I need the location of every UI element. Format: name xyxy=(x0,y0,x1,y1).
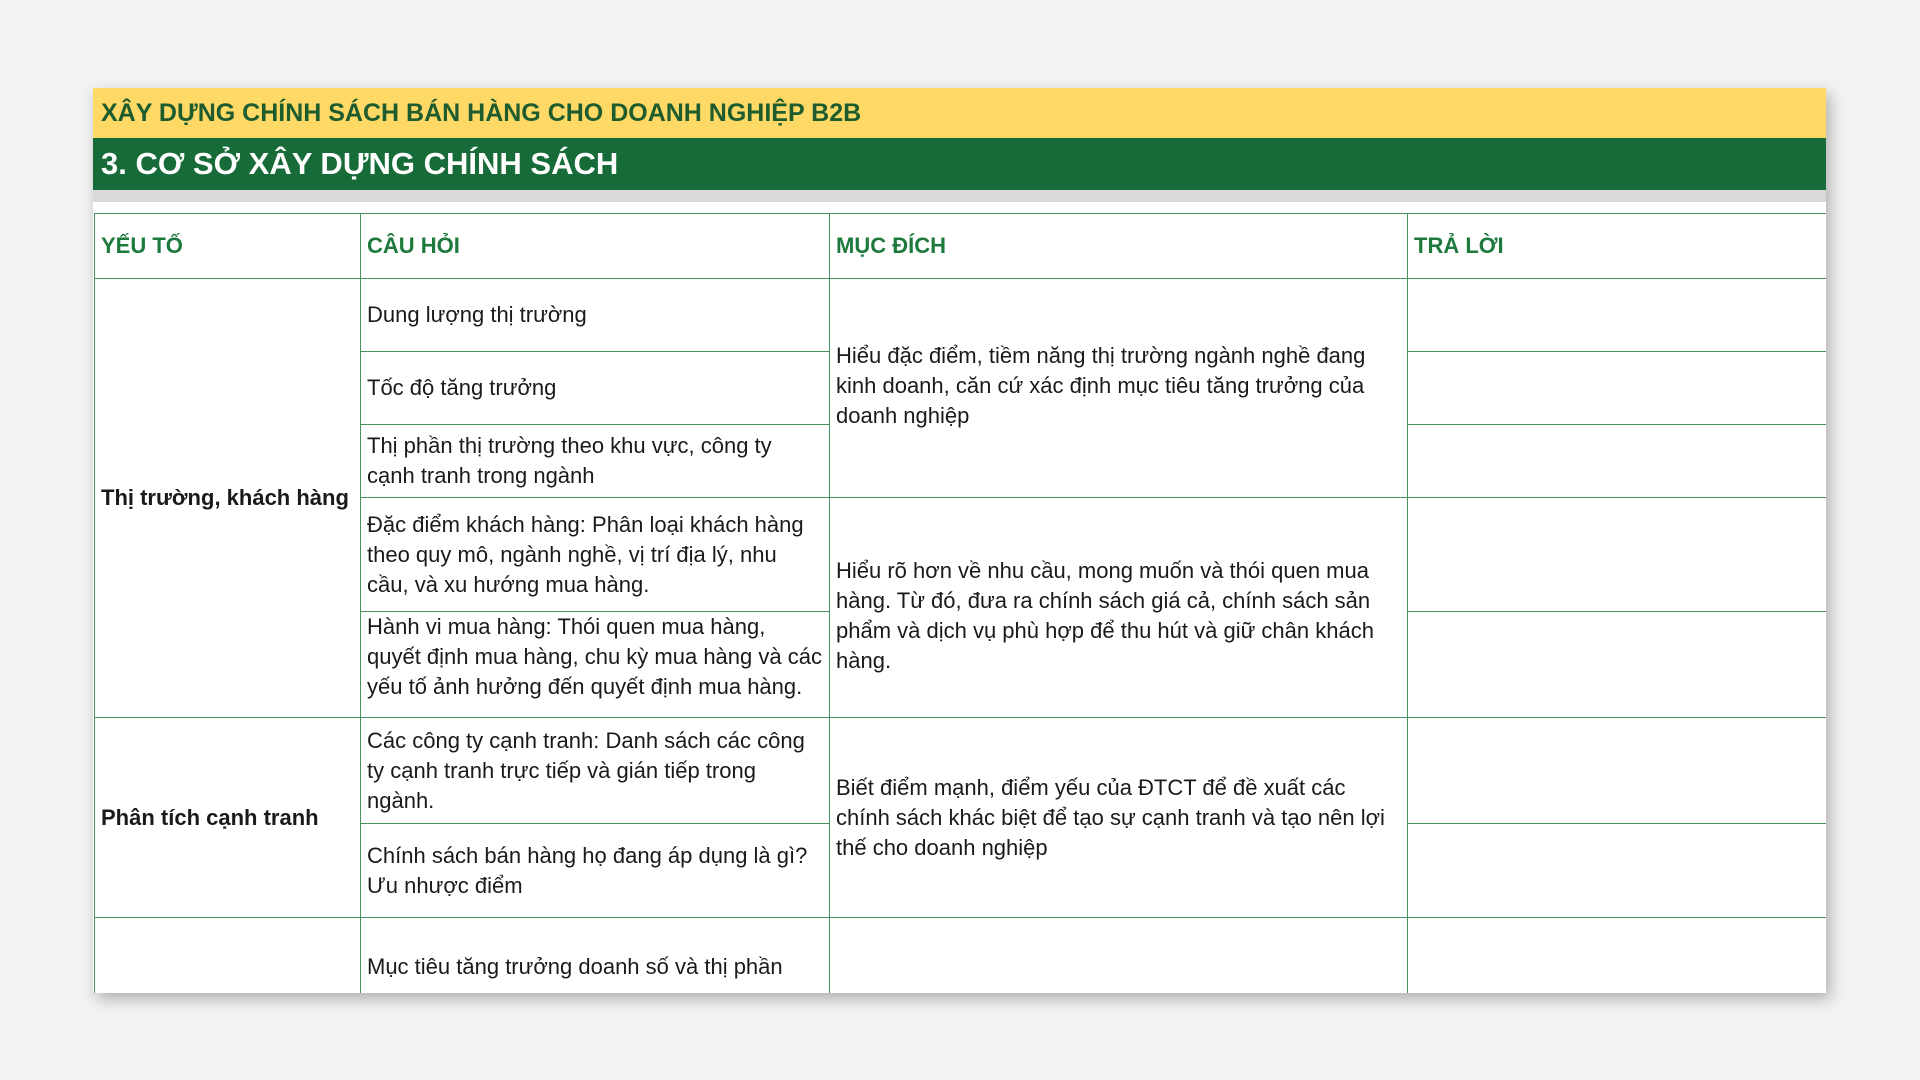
question-cell[interactable]: Thị phần thị trường theo khu vực, công ty cạnh tranh trong ngành xyxy=(361,425,830,498)
purpose-cell[interactable]: Hiểu đặc điểm, tiềm năng thị trường ngành nghề đang kinh doanh, căn cứ xác định mục tiêu tăng trưởng của doanh nghiệp xyxy=(830,279,1408,498)
header-answer[interactable]: TRẢ LỜI xyxy=(1408,214,1827,279)
answer-cell[interactable] xyxy=(1408,718,1827,824)
answer-cell[interactable] xyxy=(1408,425,1827,498)
header-question[interactable]: CÂU HỎI xyxy=(361,214,830,279)
question-cell[interactable]: Mục tiêu tăng trưởng doanh số và thị phần xyxy=(361,918,830,994)
answer-cell[interactable] xyxy=(1408,612,1827,718)
table-row xyxy=(95,918,1827,994)
factor-cell[interactable] xyxy=(95,918,361,994)
answer-cell[interactable] xyxy=(1408,918,1827,994)
header-row xyxy=(95,214,1827,279)
answer-cell[interactable] xyxy=(1408,279,1827,352)
question-cell[interactable]: Tốc độ tăng trưởng xyxy=(361,352,830,425)
question-text: Hành vi mua hàng: Thói quen mua hàng, quyết định mua hàng, chu kỳ mua hàng và các yếu tố ảnh hưởng đến quyết định mua hàng. xyxy=(367,614,822,699)
factor-cell[interactable]: Phân tích cạnh tranh xyxy=(95,718,361,918)
section-title[interactable]: 3. CƠ SỞ XÂY DỰNG CHÍNH SÁCH xyxy=(93,138,1826,190)
document-title[interactable]: XÂY DỰNG CHÍNH SÁCH BÁN HÀNG CHO DOANH NGHIỆP B2B xyxy=(93,88,1826,138)
answer-cell[interactable] xyxy=(1408,352,1827,425)
header-factor[interactable]: YẾU TỐ xyxy=(95,214,361,279)
purpose-cell[interactable]: Hiểu rõ hơn về nhu cầu, mong muốn và thói quen mua hàng. Từ đó, đưa ra chính sách giá cả, chính sách sản phẩm và dịch vụ phù hợp để thu hút và giữ chân khách hàng. xyxy=(830,498,1408,718)
purpose-cell[interactable]: Biết điểm mạnh, điểm yếu của ĐTCT để đề xuất các chính sách khác biệt để tạo sự cạnh tranh và tạo nên lợi thế cho doanh nghiệp xyxy=(830,718,1408,918)
answer-cell[interactable] xyxy=(1408,824,1827,918)
question-cell[interactable]: Chính sách bán hàng họ đang áp dụng là gì? Ưu nhược điểm xyxy=(361,824,830,918)
table-row xyxy=(95,279,1827,352)
factor-cell[interactable]: Thị trường, khách hàng xyxy=(95,279,361,718)
question-cell[interactable]: Các công ty cạnh tranh: Danh sách các công ty cạnh tranh trực tiếp và gián tiếp trong ngành. xyxy=(361,718,830,824)
header-purpose[interactable]: MỤC ĐÍCH xyxy=(830,214,1408,279)
question-cell[interactable]: Dung lượng thị trường xyxy=(361,279,830,352)
question-cell[interactable] xyxy=(361,612,830,718)
answer-cell[interactable] xyxy=(1408,498,1827,612)
policy-basis-table xyxy=(94,213,1826,993)
spacer-row xyxy=(93,190,1826,202)
question-cell[interactable]: Đặc điểm khách hàng: Phân loại khách hàng theo quy mô, ngành nghề, vị trí địa lý, nhu cầu, và xu hướng mua hàng. xyxy=(361,498,830,612)
purpose-cell[interactable] xyxy=(830,918,1408,994)
spreadsheet-sheet xyxy=(93,88,1826,993)
table-row xyxy=(95,718,1827,824)
